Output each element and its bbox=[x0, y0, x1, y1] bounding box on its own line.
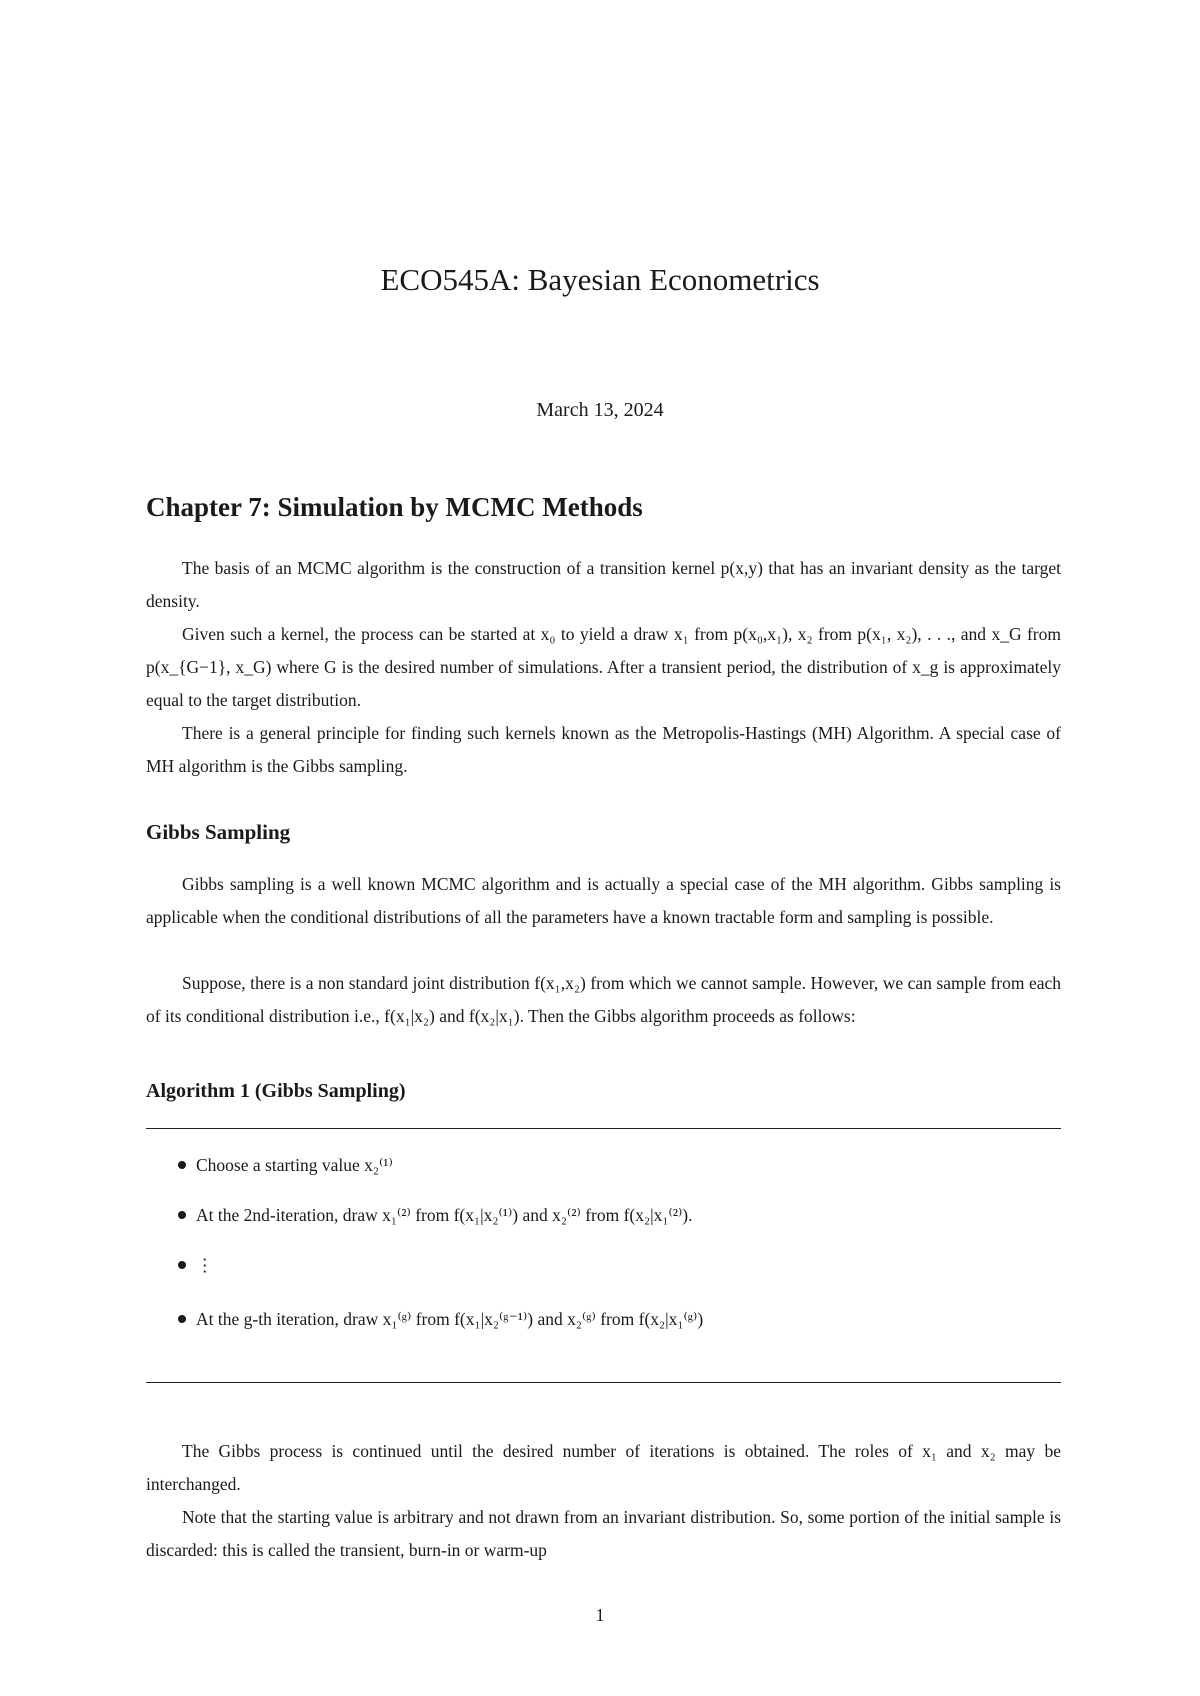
chapter-heading: Chapter 7: Simulation by MCMC Methods bbox=[146, 492, 643, 522]
document-title: ECO545A: Bayesian Econometrics bbox=[380, 262, 820, 297]
algorithm-step bbox=[178, 1309, 703, 1330]
algorithm-step-text: ⋮ bbox=[196, 1255, 214, 1275]
algorithm-step bbox=[178, 1155, 393, 1176]
after-paragraph-2: Note that the starting value is arbitrary and not drawn from an invariant distribution. So, some portion of the initial sample is discarded: this is called the transient, burn-in or warm-up bbox=[146, 1507, 1061, 1560]
gibbs-paragraph-1: Gibbs sampling is a well known MCMC algorithm and is actually a special case of the MH algorithm. Gibbs sampling is applicable when the conditional distributions of all the parameters have a known tractable form and sampling is possible. bbox=[146, 874, 1061, 927]
chapter-paragraph-2: Given such a kernel, the process can be started at x₀ to yield a draw x₁ from p(x₀,x₁), x₂ from p(x₁, x₂), . . ., and x_G from p(x_{G−1}, x_G) where G is the desired number of simulations. After a transient period, the distribution of x_g is approximately equal to the target distribution. bbox=[146, 624, 1061, 710]
algorithm-top-rule bbox=[146, 1128, 1061, 1129]
algorithm-step-text: At the g-th iteration, draw x₁⁽ᵍ⁾ from f(x₁|x₂⁽ᵍ⁻¹⁾) and x₂⁽ᵍ⁾ from f(x₂|x₁⁽ᵍ⁾) bbox=[196, 1309, 704, 1329]
algorithm-step-text: At the 2nd-iteration, draw x₁⁽²⁾ from f(x₁|x₂⁽¹⁾) and x₂⁽²⁾ from f(x₂|x₁⁽²⁾). bbox=[196, 1205, 693, 1225]
algorithm-step-text: Choose a starting value x₂⁽¹⁾ bbox=[196, 1155, 393, 1175]
document-date: March 13, 2024 bbox=[536, 399, 664, 421]
algorithm-step bbox=[178, 1205, 693, 1226]
gibbs-paragraph-2: Suppose, there is a non standard joint distribution f(x₁,x₂) from which we cannot sample. However, we can sample from each of its conditional distribution i.e., f(x₁|x₂) and f(x₂|x₁). Then the Gibbs algorithm proceeds as follows: bbox=[146, 973, 1061, 1026]
bullet-icon bbox=[178, 1315, 186, 1323]
chapter-paragraph-1: The basis of an MCMC algorithm is the construction of a transition kernel p(x,y) that has an invariant density as the target density. bbox=[146, 558, 1061, 611]
bullet-icon bbox=[178, 1211, 186, 1219]
page-number: 1 bbox=[595, 1605, 605, 1625]
algorithm-bottom-rule bbox=[146, 1382, 1061, 1383]
bullet-icon bbox=[178, 1261, 186, 1269]
section-heading-gibbs: Gibbs Sampling bbox=[146, 820, 291, 844]
after-paragraph-1: The Gibbs process is continued until the desired number of iterations is obtained. The roles of x₁ and x₂ may be interchanged. bbox=[146, 1441, 1061, 1494]
chapter-paragraph-3: There is a general principle for finding such kernels known as the Metropolis-Hastings (MH) Algorithm. A special case of MH algorithm is the Gibbs sampling. bbox=[146, 723, 1061, 776]
algorithm-title: Algorithm 1 (Gibbs Sampling) bbox=[146, 1080, 406, 1102]
bullet-icon bbox=[178, 1161, 186, 1169]
algorithm-step bbox=[178, 1255, 214, 1276]
